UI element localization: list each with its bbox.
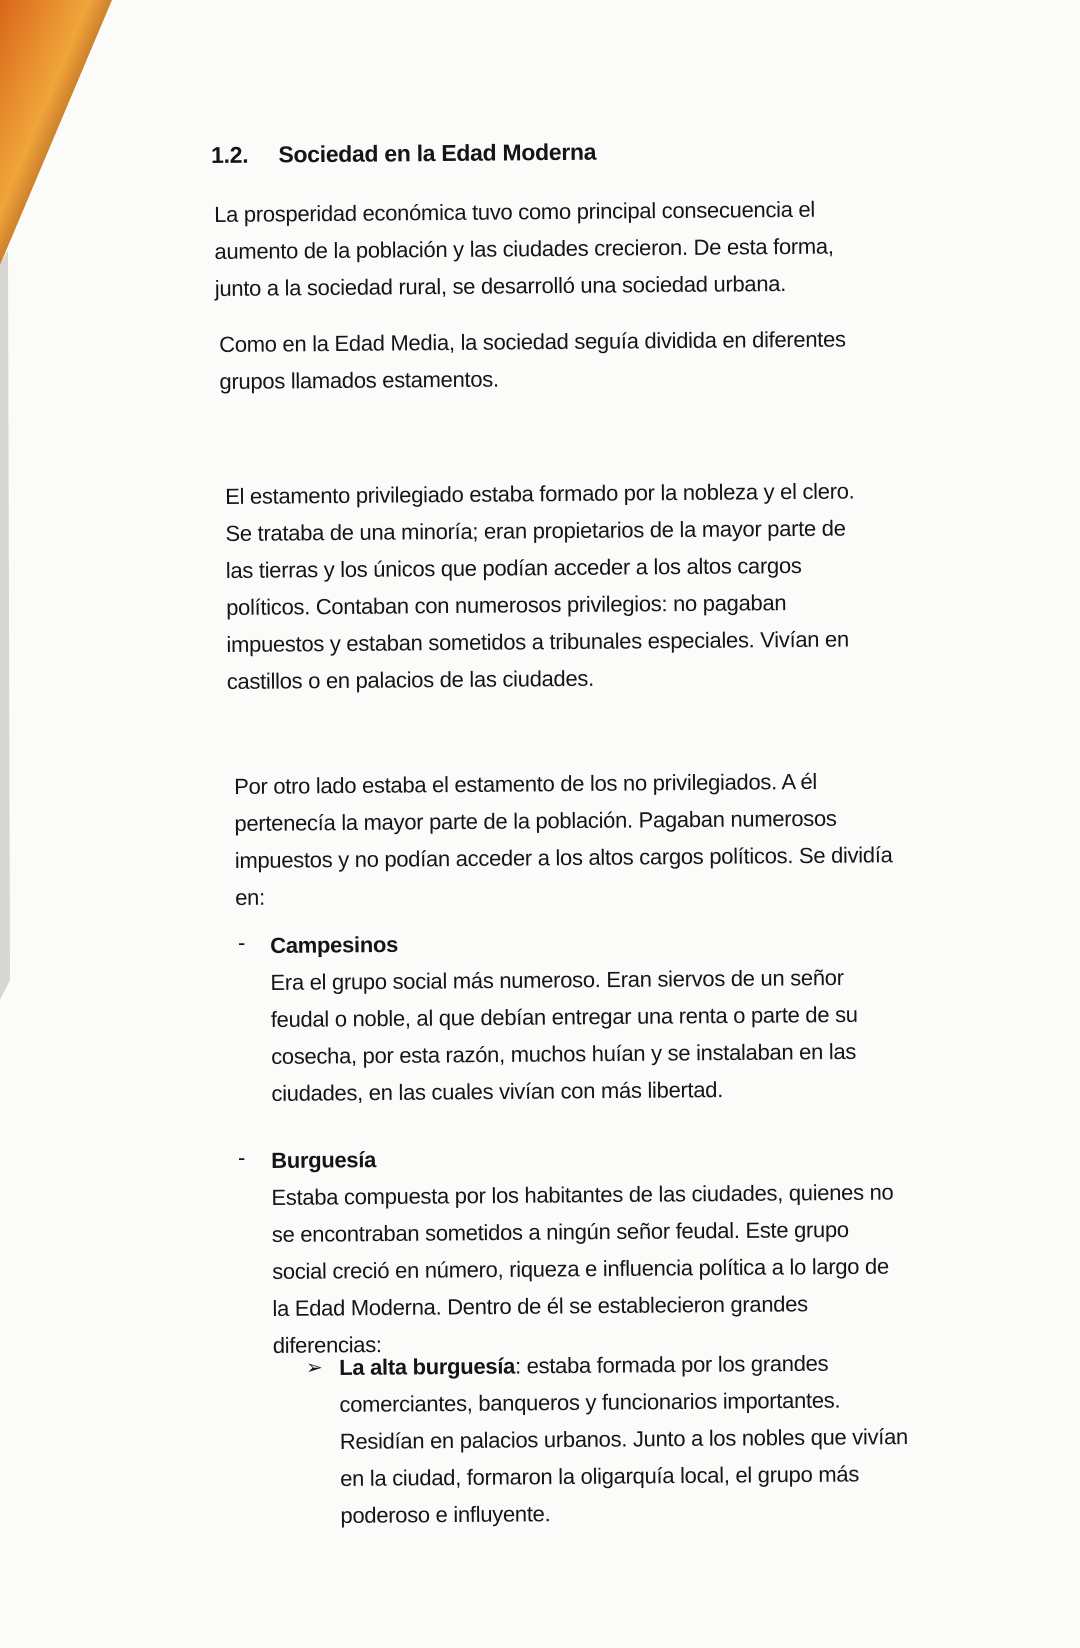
text-line: diferencias: — [272, 1332, 382, 1358]
arrow-bullet-icon: ➢ — [306, 1357, 323, 1379]
text-line: pertenecía la mayor parte de la población. Pagaban numerosos — [234, 805, 837, 836]
text-line: ciudades, en las cuales vivían con más libertad. — [271, 1077, 724, 1106]
background-object — [0, 0, 112, 265]
text-line: poderoso e influyente. — [340, 1501, 551, 1528]
text-line: La prosperidad económica tuvo como principal consecuencia el — [214, 196, 816, 227]
text-line: Residían en palacios urbanos. Junto a los nobles que vivían — [339, 1424, 909, 1454]
page-shadow-edge — [0, 250, 10, 1000]
text-line: Era el grupo social más numeroso. Eran siervos de un señor — [270, 964, 844, 995]
paragraph-2 — [219, 321, 846, 400]
paragraph-4 — [234, 762, 893, 916]
text-line: junto a la sociedad rural, se desarrolló una sociedad urbana. — [214, 271, 787, 301]
text-line: políticos. Contaban con numerosos privilegios: no pagaban — [226, 590, 787, 620]
text-line: Se trataba de una minoría; eran propietarios de la mayor parte de — [225, 515, 846, 546]
text-line: social creció en número, riqueza e influencia política a lo largo de — [272, 1253, 889, 1284]
paragraph-1 — [214, 191, 834, 307]
text-line: grupos llamados estamentos. — [219, 366, 499, 394]
text-line: castillos o en palacios de las ciudades. — [226, 665, 594, 694]
text-line: : estaba formada por los grandes — [514, 1350, 829, 1379]
dash-bullet: - — [238, 930, 246, 955]
text-line: impuestos y estaban sometidos a tribunales especiales. Vivían en — [226, 626, 849, 657]
text-line: en la ciudad, formaron la oligarquía local, el grupo más — [340, 1461, 860, 1491]
sublist-item-alta-burguesia — [339, 1344, 909, 1534]
text-line: se encontraban sometidos a ningún señor feudal. Este grupo — [271, 1216, 849, 1247]
text-line: Estaba compuesta por los habitantes de las ciudades, quienes no — [271, 1179, 894, 1210]
text-line: en: — [235, 884, 265, 910]
text-line: feudal o noble, al que debían entregar una renta o parte de su — [270, 1001, 858, 1032]
list-item-campesinos — [270, 922, 858, 1112]
section-number: 1.2. — [211, 141, 249, 168]
paragraph-3 — [225, 473, 856, 700]
text-line: comerciantes, banqueros y funcionarios importantes. — [339, 1387, 841, 1417]
text-line: Como en la Edad Media, la sociedad seguía dividida en diferentes — [219, 326, 846, 357]
text-line: las tierras y los únicos que podían acceder a los altos cargos — [225, 552, 802, 583]
text-line: Por otro lado estaba el estamento de los no privilegiados. A él — [234, 768, 818, 799]
text-line: cosecha, por esta razón, muchos huían y se instalaban en las — [271, 1038, 857, 1069]
sublist-term: La alta burguesía — [339, 1353, 516, 1380]
text-line: impuestos y no podían acceder a los altos cargos políticos. Se dividía — [234, 842, 893, 873]
list-item-title: Burguesía — [271, 1147, 377, 1173]
text-line: El estamento privilegiado estaba formado por la nobleza y el clero. — [225, 478, 855, 509]
list-item-title: Campesinos — [270, 931, 399, 958]
list-item-burguesia — [271, 1137, 895, 1364]
section-heading — [211, 139, 596, 169]
dash-bullet: - — [238, 1145, 246, 1170]
text-line: la Edad Moderna. Dentro de él se establecieron grandes — [272, 1291, 808, 1321]
text-line: aumento de la población y las ciudades crecieron. De esta forma, — [214, 233, 834, 264]
section-title: Sociedad en la Edad Moderna — [278, 138, 597, 168]
